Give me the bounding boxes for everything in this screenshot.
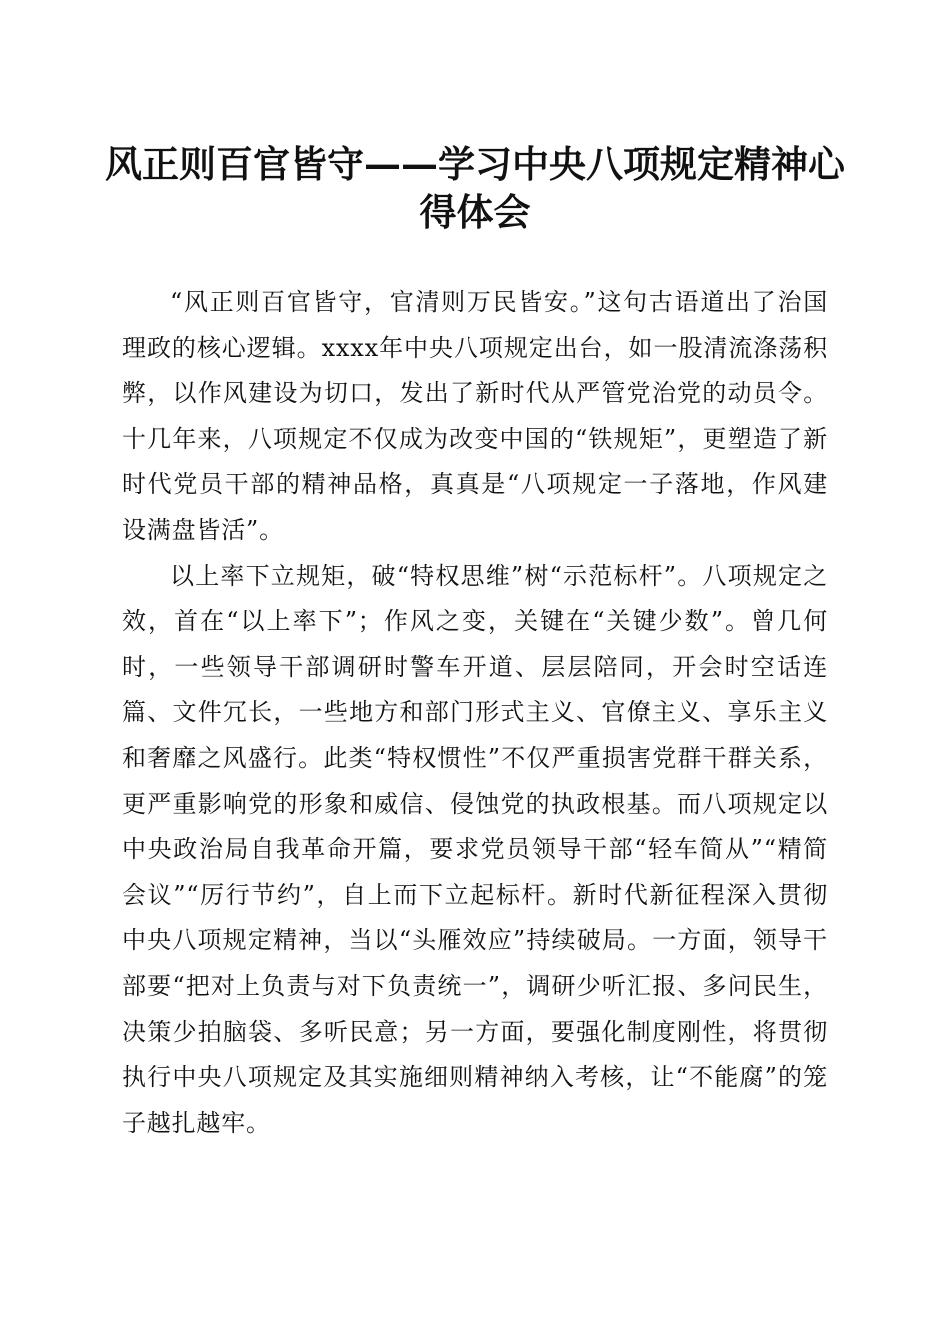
document-title: 风正则百官皆守——学习中央八项规定精神心得体会 bbox=[105, 142, 845, 234]
paragraph-2: 以上率下立规矩，破“特权思维”树“示范标杆”。八项规定之效，首在“以上率下”；作风之变，关键在“关键少数”。曾几何时，一些领导干部调研时警车开道、层层陪同，开会时空话连篇、文件冗长，一些地方和部门形式主义、官僚主义、享乐主义和奢靡之风盛行。此类“特权惯性”不仅严重损害党群干群关系，更严重影响党的形象和威信、侵蚀党的执政根基。而八项规定以中央政治局自我革命开篇，要求党员领导干部“轻车简从”“精简会议”“厉行节约”，自上而下立起标杆。新时代新征程深入贯彻中央八项规定精神，当以“头雁效应”持续破局。一方面，领导干部要“把对上负责与对下负责统一”，调研少听汇报、多问民生，决策少拍脑袋、多听民意；另一方面，要强化制度刚性，将贯彻执行中央八项规定及其实施细则精神纳入考核，让“不能腐”的笼子越扎越牢。 bbox=[122, 561, 828, 1137]
document-body bbox=[122, 280, 828, 1146]
paragraph-1: “风正则百官皆守，官清则万民皆安。”这句古语道出了治国理政的核心逻辑。xxxx年中央八项规定出台，如一股清流涤荡积弊，以作风建设为切口，发出了新时代从严管党治党的动员令。十几年来，八项规定不仅成为改变中国的“铁规矩”，更塑造了新时代党员干部的精神品格，真真是“八项规定一子落地，作风建设满盘皆活”。 bbox=[122, 288, 828, 544]
